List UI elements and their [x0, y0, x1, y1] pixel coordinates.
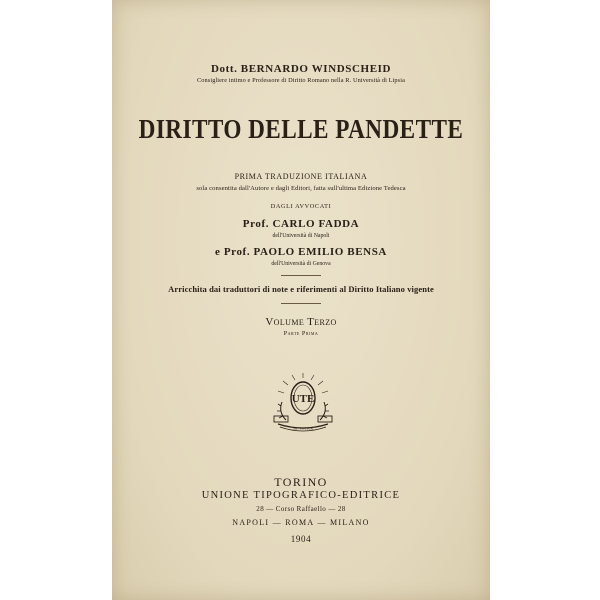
translation-note: sola consentita dall'Autore e dagli Editori, fatta sull'ultima Edizione Tedesca	[196, 185, 406, 192]
translation-edition: PRIMA TRADUZIONE ITALIANA	[234, 172, 368, 181]
imprint-address: 28 — Corso Raffaello — 28	[256, 505, 346, 513]
book-title: DIRITTO DELLE PANDETTE	[138, 114, 464, 144]
divider-rule	[281, 275, 321, 276]
svg-text:UTE: UTE	[291, 393, 315, 405]
imprint-publisher: UNIONE TIPOGRAFICO-EDITRICE	[201, 490, 401, 501]
translator-name: e Prof. PAOLO EMILIO BENSA	[215, 246, 387, 258]
author-name: Dott. BERNARDO WINDSCHEID	[210, 63, 392, 75]
imprint-year: 1904	[290, 534, 312, 544]
divider-rule	[281, 303, 321, 304]
translator-name: Prof. CARLO FADDA	[242, 218, 360, 230]
translator-affiliation: dell'Università di Napoli	[272, 233, 330, 239]
volume-part: Parte Prima	[283, 330, 319, 337]
svg-text:SIC VIVITUR: SIC VIVITUR	[293, 426, 313, 431]
imprint-city: TORINO	[274, 475, 328, 489]
translator-affiliation: dell'Università di Genova	[271, 261, 331, 267]
enrichment-note: Arricchita dai traduttori di note e riferimenti al Diritto Italiano vigente	[168, 284, 434, 294]
author-credentials: Consigliere intimo e Professore di Diritto Romano nella R. Università di Lipsia	[197, 77, 405, 84]
publisher-emblem-icon	[268, 372, 338, 434]
imprint-cities: NAPOLI — ROMA — MILANO	[232, 518, 370, 527]
title-page	[112, 0, 490, 600]
translators-intro: DAGLI AVVOCATI	[270, 203, 332, 210]
volume-label: Volume Terzo	[265, 316, 337, 328]
